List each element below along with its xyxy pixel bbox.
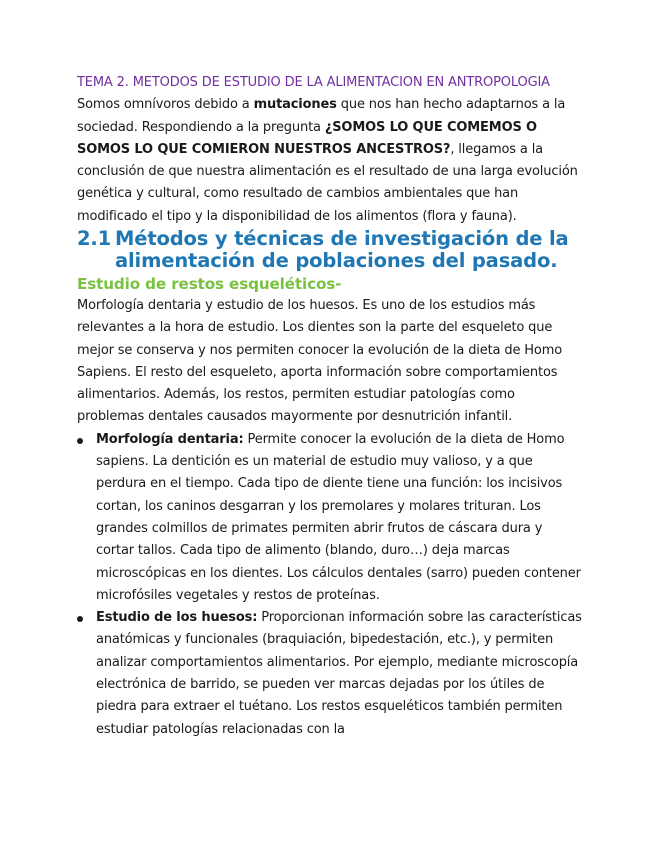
bullet-label: Morfología dentaria: bbox=[96, 431, 244, 447]
bullet-text: Proporcionan información sobre las características anatómicas y funcionales (braquiación, bipedestación, etc.), y permiten analizar comportamientos alimentarios. Por ejemplo, mediante microscopía electrónica de barrido, se pueden ver marcas dejadas por los útiles de piedra para extraer el tuétano. Los restos esqueléticos también permiten estudiar patologías relacionadas con la bbox=[96, 610, 582, 737]
intro-text-2: que nos han hecho adaptarnos a la sociedad. Respondiendo a la pregunta bbox=[77, 97, 566, 135]
intro-text-1: Somos omnívoros debido a bbox=[77, 97, 254, 113]
bullet-text: Permite conocer la evolución de la dieta de Homo sapiens. La dentición es un material de estudio muy valioso, y a que perdura en el tiempo. Cada tipo de diente tiene una función: los incisivos cortan, los caninos desgarran y los premolares y molares trituran. Los grandes colmillos de primates permiten abrir frutos de cáscara dura y cortar tallos. Cada tipo de alimento (blando, duro…) deja marcas microscópicas en los dientes. Los cálculos dentales (sarro) pueden contener microfósiles vegetales y restos de proteínas. bbox=[96, 431, 581, 603]
intro-bold-mutaciones: mutaciones bbox=[253, 97, 337, 113]
section-number: 2.1 bbox=[77, 227, 112, 251]
bullet-label: Estudio de los huesos: bbox=[96, 610, 258, 626]
body-paragraph: Morfología dentaria y estudio de los huesos. Es uno de los estudios más relevantes a la hora de estudio. Los dientes son la parte del esqueleto que mejor se conserva y nos permiten conocer la evolución de la dieta de Homo Sapiens. El resto del esqueleto, aporta información sobre comportamientos alimentarios. Además, los restos, permiten estudiar patologías como problemas dentales causados mayormente por desnutrición infantil. bbox=[77, 297, 563, 425]
document-page bbox=[77, 72, 582, 741]
intro-bold-question: ¿SOMOS LO QUE COMEMOS O SOMOS LO QUE COMIERON NUESTROS ANCESTROS? bbox=[77, 119, 537, 157]
section-title: Métodos y técnicas de investigación de la alimentación de poblaciones del pasado. bbox=[115, 227, 569, 273]
section-heading bbox=[77, 228, 582, 273]
bullet-dot-icon bbox=[77, 438, 83, 444]
intro-paragraph bbox=[77, 94, 582, 228]
bullet-list bbox=[77, 429, 582, 741]
bullet-item bbox=[77, 607, 582, 741]
bullet-item bbox=[77, 429, 582, 607]
intro-text-3: , llegamos a la conclusión de que nuestra alimentación es el resultado de una larga evolución genética y cultural, como resultado de cambios ambientales que han modificado el tipo y la disponibilidad de los alimentos (flora y fauna). bbox=[77, 141, 578, 224]
subsection-heading: Estudio de restos esqueléticos- bbox=[77, 274, 342, 293]
bullet-dot-icon bbox=[77, 616, 83, 622]
document-title: TEMA 2. METODOS DE ESTUDIO DE LA ALIMENTACION EN ANTROPOLOGIA bbox=[77, 75, 550, 90]
